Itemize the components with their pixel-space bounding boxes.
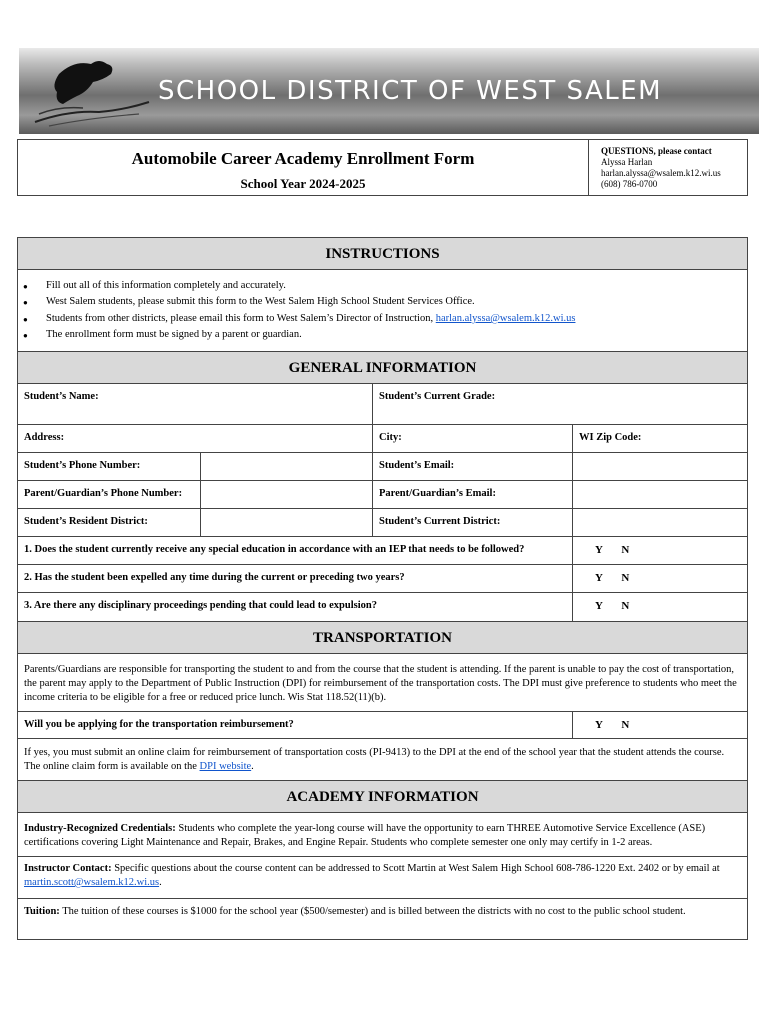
school-year: School Year 2024-2025 <box>240 176 366 191</box>
phone-label: Student’s Phone Number: <box>24 460 141 471</box>
contact-box <box>588 140 748 195</box>
yes-option[interactable]: Y <box>595 719 603 731</box>
instruction-item: ● West Salem students, please submit this form to the West Salem High School Student Services Office. <box>46 296 475 307</box>
transportation-text: Parents/Guardians are responsible for transporting the student to and from the course that the student is attending. If the parent is unable to pay the cost of transportation, the parent may apply to the Department of Public Instruction (DPI) for reimbursement of the transportation costs. The DPI must give preference to students who meet the income criteria to be eligible for a free or reduced price lunch. Wis Stat 118.52(11)(b). <box>24 664 737 703</box>
current-grade-field[interactable]: Student’s Current Grade: <box>372 384 747 424</box>
parent-phone-label: Parent/Guardian’s Phone Number: <box>24 488 183 499</box>
resident-district-input[interactable] <box>200 509 372 536</box>
phone-input[interactable] <box>200 453 372 480</box>
address-field[interactable]: Address: <box>24 432 65 443</box>
question-row <box>18 565 747 593</box>
student-name-field[interactable]: Student’s Name: <box>24 391 99 402</box>
contact-phone: (608) 786-0700 <box>601 179 658 189</box>
dpi-website-link[interactable]: DPI website <box>199 761 252 772</box>
instruction-text: Students from other districts, please email this form to West Salem’s Director of Instruction, <box>46 313 434 324</box>
parent-email-label: Parent/Guardian’s Email: <box>372 481 572 508</box>
city-field[interactable]: City: <box>372 425 572 452</box>
disciplinary-question: 3. Are there any disciplinary proceedings pending that could lead to expulsion? <box>24 600 377 611</box>
no-option[interactable]: N <box>621 544 630 556</box>
contact-heading: QUESTIONS, please contact <box>601 146 712 156</box>
credentials-body: Students who complete the year-long course will have the opportunity to earn THREE Automotive Service Excellence (ASE) certifications covering Light Maintenance and Repair, Brakes, and Engine Repair. Students who complete semester one only may certify in 1-2 areas. <box>24 823 706 848</box>
reimbursement-row <box>18 711 747 739</box>
address-row <box>18 425 747 453</box>
current-district-label: Student’s Current District: <box>372 509 572 536</box>
instructor-email-link[interactable]: martin.scott@wsalem.k12.wi.us <box>24 877 160 888</box>
answer-cell <box>572 712 747 738</box>
academy-heading: ACADEMY INFORMATION <box>18 780 747 813</box>
email-label: Student’s Email: <box>372 453 572 480</box>
tuition-label: Tuition: <box>24 906 60 917</box>
instructor-label: Instructor Contact: <box>24 863 112 874</box>
instruction-item <box>46 313 575 324</box>
phone-row <box>18 453 747 481</box>
no-option[interactable]: N <box>621 719 630 731</box>
contact-name: Alyssa Harlan <box>601 157 653 167</box>
contact-email: harlan.alyssa@wsalem.k12.wi.us <box>601 168 721 178</box>
banner-title: SCHOOL DISTRICT OF WEST SALEM <box>158 76 663 106</box>
instructions-heading: INSTRUCTIONS <box>18 237 747 270</box>
yes-option[interactable]: Y <box>595 572 603 584</box>
answer-cell <box>572 537 747 564</box>
tuition-body: The tuition of these courses is $1000 for the school year ($500/semester) and is billed between the districts with no cost to the public school student. <box>59 906 686 917</box>
divider <box>18 898 747 899</box>
email-input[interactable] <box>572 453 747 480</box>
director-email-link[interactable]: harlan.alyssa@wsalem.k12.wi.us <box>435 313 576 324</box>
form-body <box>17 237 748 940</box>
resident-district-label: Student’s Resident District: <box>24 516 148 527</box>
instruction-item: ● The enrollment form must be signed by a parent or guardian. <box>46 329 302 340</box>
zip-field[interactable]: WI Zip Code: <box>572 425 747 452</box>
note-end: . <box>251 761 254 772</box>
reimbursement-note <box>24 746 739 774</box>
credentials-text <box>24 822 739 850</box>
question-row <box>18 593 747 621</box>
note-text: If yes, you must submit an online claim for reimbursement of transportation costs (PI-9413) to the DPI at the end of the school year that the student attends the course. The online claim form is available on the <box>24 747 725 772</box>
form-title: Automobile Career Academy Enrollment Form <box>131 149 475 168</box>
no-option[interactable]: N <box>621 600 630 612</box>
yes-option[interactable]: Y <box>595 600 603 612</box>
district-row <box>18 509 747 537</box>
general-heading: GENERAL INFORMATION <box>18 351 747 384</box>
instruction-item: ● Fill out all of this information completely and accurately. <box>46 280 286 291</box>
instructor-body: Specific questions about the course content can be addressed to Scott Martin at West Salem High School 608-786-1220 Ext. 2402 or by email at <box>111 863 720 874</box>
form-header <box>17 139 748 196</box>
instructor-end: . <box>159 877 162 888</box>
answer-cell <box>572 565 747 592</box>
parent-email-input[interactable] <box>572 481 747 508</box>
reimbursement-question: Will you be applying for the transportation reimbursement? <box>24 719 294 730</box>
expelled-question: 2. Has the student been expelled any time during the current or preceding two years? <box>24 572 405 583</box>
district-banner <box>19 48 759 134</box>
iep-question: 1. Does the student currently receive any special education in accordance with an IEP that needs to be followed? <box>24 544 525 555</box>
name-row <box>18 384 747 425</box>
yes-option[interactable]: Y <box>595 544 603 556</box>
no-option[interactable]: N <box>621 572 630 584</box>
instructor-text <box>24 862 739 890</box>
parent-phone-input[interactable] <box>200 481 372 508</box>
question-row <box>18 537 747 565</box>
divider <box>18 856 747 857</box>
credentials-label: Industry-Recognized Credentials: <box>24 823 176 834</box>
tuition-text <box>24 905 739 919</box>
parent-row <box>18 481 747 509</box>
answer-cell <box>572 593 747 621</box>
transportation-heading: TRANSPORTATION <box>18 621 747 654</box>
current-district-input[interactable] <box>572 509 747 536</box>
panther-logo-icon <box>29 52 154 132</box>
